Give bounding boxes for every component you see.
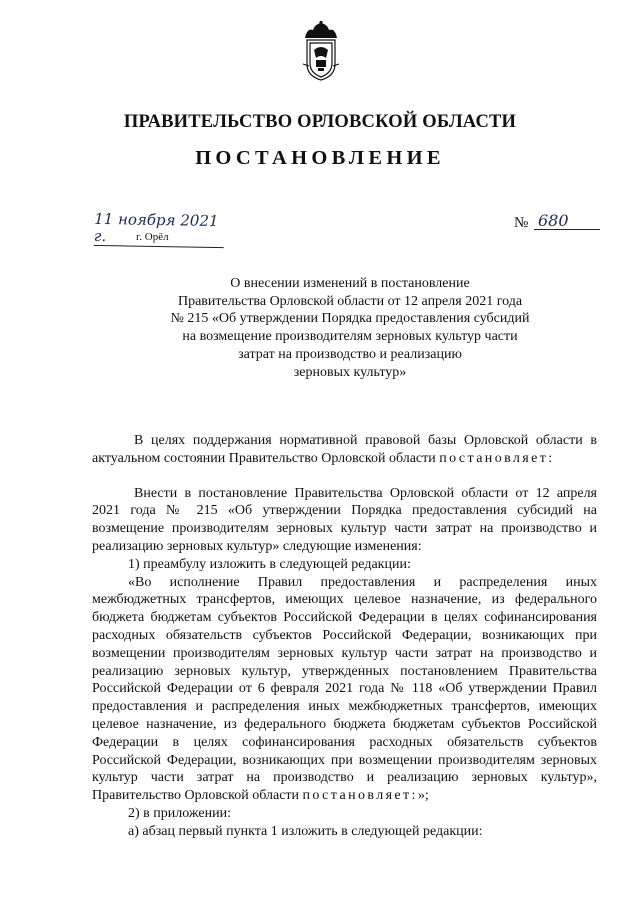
item-2: 2) в приложении: bbox=[128, 805, 231, 821]
subject-line: О внесении изменений в постановление bbox=[230, 276, 470, 291]
document-type-title: ПОСТАНОВЛЕНИЕ bbox=[195, 147, 445, 169]
decree-subject bbox=[150, 275, 550, 381]
government-name: ПРАВИТЕЛЬСТВО ОРЛОВСКОЙ ОБЛАСТИ bbox=[123, 112, 517, 132]
decree-number-label: № bbox=[514, 215, 529, 231]
quote-keyword: постановляет: bbox=[302, 788, 418, 804]
decree-city: г. Орёл bbox=[136, 231, 169, 243]
preamble-paragraph bbox=[92, 432, 597, 468]
subject-line: № 215 «Об утверждении Порядка предоставления субсидий bbox=[170, 311, 530, 327]
item-2a: а) абзац первый пункта 1 изложить в следующей редакции: bbox=[128, 823, 483, 839]
coat-of-arms-emblem bbox=[299, 20, 343, 82]
subject-line: зерновых культур» bbox=[293, 364, 407, 380]
subject-line: на возмещение производителям зерновых культур части bbox=[182, 329, 518, 345]
subject-line: затрат на производство и реализацию bbox=[238, 346, 462, 362]
quote-text: «Во исполнение Правил предоставления и распределения иных межбюджетных трансфертов, имеющих целевое назначение, из федерального бюджета бюджетам субъектов Российской Федерации в целях софинансирования расходных обязательств субъектов Российской Федерации, возникающих при возмещении производителям зерновых культур части затрат на производство и реализацию зерновых культур, утвержденных постановлением Правительства Российской Федерации от 6 февраля 2021 года № 118 «Об утверждении Правил предоставления и распределения иных межбюджетных трансфертов, имеющих целевое назначение, из федерального бюджета бюджетам субъектов Российской Федерации в целях софинансирования расходных обязательств субъектов Российской Федерации, возникающих при возмещении производителям зерновых культур части затрат на производство и реализацию зерновых культур», Правительство Орловской области bbox=[92, 574, 597, 804]
preamble-keyword: постановляет: bbox=[439, 450, 555, 466]
item-1: 1) преамбулу изложить в следующей редакции: bbox=[128, 556, 411, 572]
intro-paragraph: Внести в постановление Правительства Орловской области от 12 апреля 2021 года № 215 «Об утверждении Порядка предоставления субсидий на возмещение производителям зерновых культур части затрат на производство и реализацию зерновых культур» следующие изменения: bbox=[92, 485, 597, 554]
decree-number: 680 bbox=[534, 212, 600, 230]
quote-end: »; bbox=[417, 788, 429, 804]
quote-paragraph bbox=[92, 574, 597, 805]
decree-body bbox=[92, 432, 597, 841]
subject-line: Правительства Орловской области от 12 апреля 2021 года bbox=[177, 293, 523, 309]
preamble-text: В целях поддержания нормативной правовой базы Орловской области в актуальном состоянии Правительство Орловской области bbox=[92, 433, 597, 466]
decree-date: 11 ноября 2021 г. bbox=[94, 211, 225, 248]
